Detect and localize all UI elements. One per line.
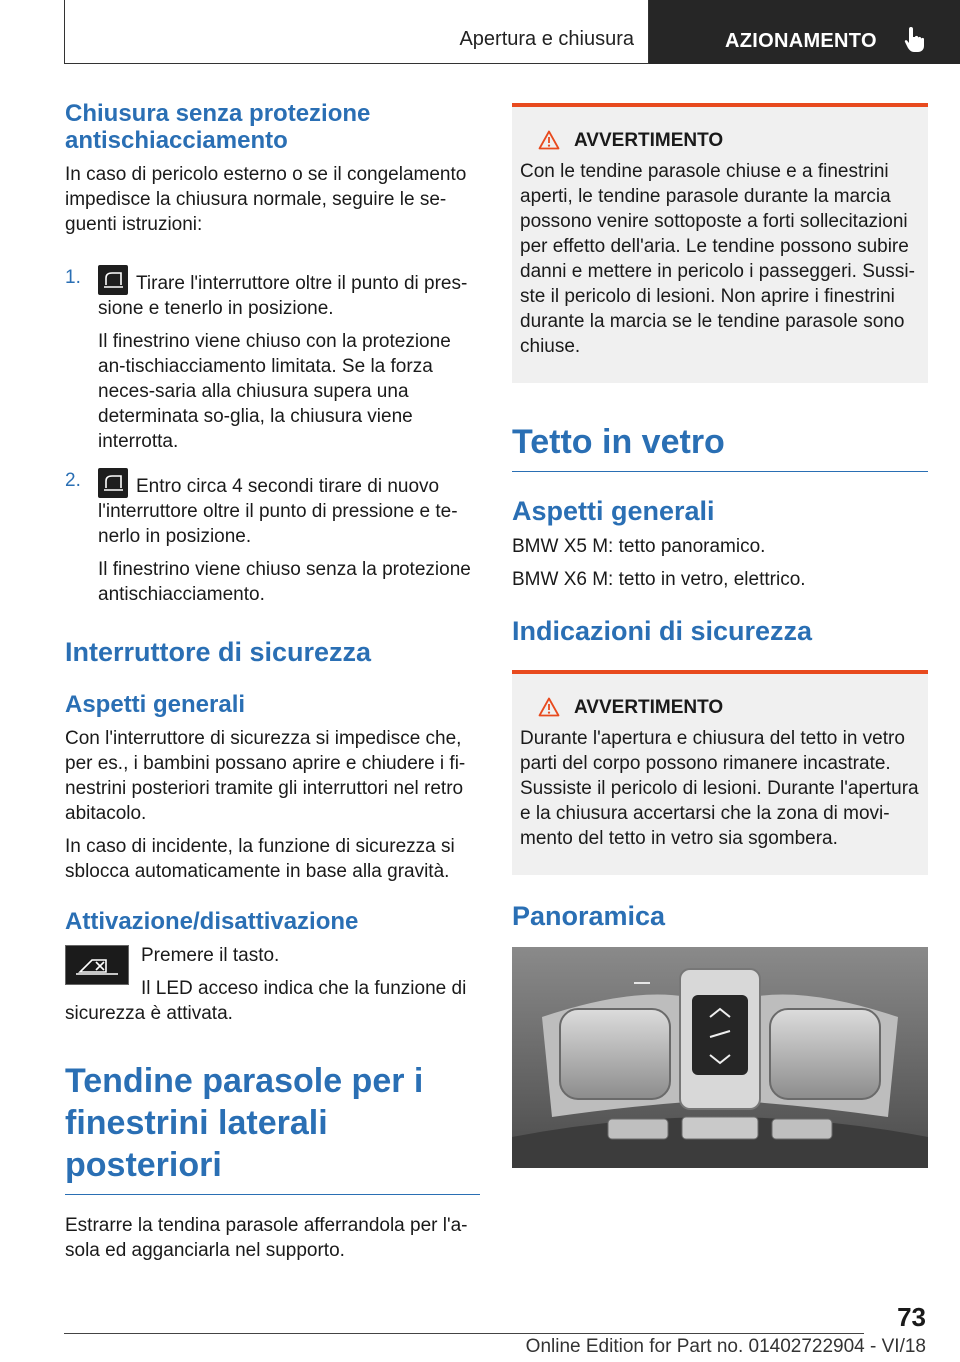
hand-pointer-icon (903, 25, 927, 53)
roof-console-photo (512, 947, 928, 1168)
step-detail: Il finestrino viene chiuso con la protezione an-tischiacciamento limitata. Se la forza neces-saria alla chiusura supera una determinata so-glia, la chiusura viene interrotta. (98, 331, 451, 452)
heading-activation: Attivazione/disattivazione (65, 908, 359, 935)
activation-block (65, 943, 480, 1026)
warning-triangle-icon (538, 130, 560, 150)
left-column (65, 100, 480, 1263)
paragraph-x6: BMW X6 M: tetto in vetro, elettrico. (512, 569, 806, 590)
window-switch-icon (98, 265, 128, 295)
paragraph-press: Premere il tasto. (141, 945, 280, 966)
right-column (512, 103, 928, 1168)
paragraph-general-2: In caso di incidente, la funzione di sicurezza si sblocca automaticamente in base alla gravità. (65, 836, 455, 882)
warning-text: Con le tendine parasole chiuse e a finestrini aperti, le tendine parasole durante la marcia possono venire sottoposte a forti sollecitazioni per effetto dell'aria. Le tendine possono subire danni e mettere in pericolo i passeggeri. Sussi-ste il pericolo di lesioni. Non aprire i finestrini durante la marcia se le tendine parasole sono chiuse. (520, 161, 915, 357)
page-header (64, 0, 960, 64)
page-number: 73 (897, 1302, 926, 1332)
heading-sunshades: Tendine parasole per i finestrini laterali posteriori (65, 1060, 480, 1195)
warning-triangle-icon (538, 697, 560, 717)
paragraph-sunshades: Estrarre la tendina parasole afferrandola per l'a-sola ed agganciarla nel supporto. (65, 1215, 468, 1261)
step-1 (65, 265, 480, 454)
paragraph-led: Il LED acceso indica che la funzione di sicurezza è attivata. (65, 978, 467, 1024)
child-lock-switch-icon (65, 945, 129, 985)
step-number: 1. (65, 267, 81, 288)
heading-general: Aspetti generali (512, 496, 715, 526)
window-switch-icon (98, 468, 128, 498)
edition-note: Online Edition for Part no. 01402722904 - VI/18 (525, 1336, 926, 1357)
step-text: Tirare l'interruttore oltre il punto di pres-sione e tenerlo in posizione. (98, 273, 468, 319)
paragraph-general-1: Con l'interruttore di sicurezza si impedisce che, per es., i bambini possano aprire e chiudere i fi-nestrini posteriori tramite gli interruttori nel retro abitacolo. (65, 728, 466, 824)
paragraph-x5: BMW X5 M: tetto panoramico. (512, 536, 766, 557)
warning-box-roof (512, 670, 928, 875)
breadcrumb: Apertura e chiusura (459, 28, 634, 50)
warning-title: AVVERTIMENTO (574, 130, 724, 151)
heading-general: Aspetti generali (65, 691, 246, 718)
header-breadcrumb-box (64, 0, 649, 64)
heading-glass-roof: Tetto in vetro (512, 421, 928, 472)
heading-overview: Panoramica (512, 901, 666, 931)
warning-title: AVVERTIMENTO (574, 697, 724, 718)
heading-unsafe-close: Chiusura senza protezione antischiacciamento (65, 100, 371, 154)
step-detail: Il finestrino viene chiuso senza la protezione antischiacciamento. (98, 559, 471, 605)
warning-box-sunshades (512, 103, 928, 383)
header-section-tab (649, 0, 960, 64)
heading-safety-notes: Indicazioni di sicurezza (512, 616, 813, 646)
step-number: 2. (65, 470, 81, 491)
warning-text: Durante l'apertura e chiusura del tetto in vetro parti del corpo possono rimanere incastrate. Sussiste il pericolo di lesioni. Durante l'apertura e la chiusura accertarsi che la zona di movi-mento del tetto in vetro sia sgombera. (520, 728, 919, 849)
heading-safety-switch: Interruttore di sicurezza (65, 637, 372, 667)
footer-divider (64, 1333, 864, 1334)
section-title: AZIONAMENTO (725, 30, 877, 52)
paragraph-unsafe-intro: In caso di pericolo esterno o se il congelamento impedisce la chiusura normale, seguire le se-guenti istruzioni: (65, 164, 467, 235)
step-2 (65, 468, 480, 607)
step-text: Entro circa 4 secondi tirare di nuovo l'interruttore oltre il punto di pressione e te-nerlo in posizione. (98, 476, 458, 547)
